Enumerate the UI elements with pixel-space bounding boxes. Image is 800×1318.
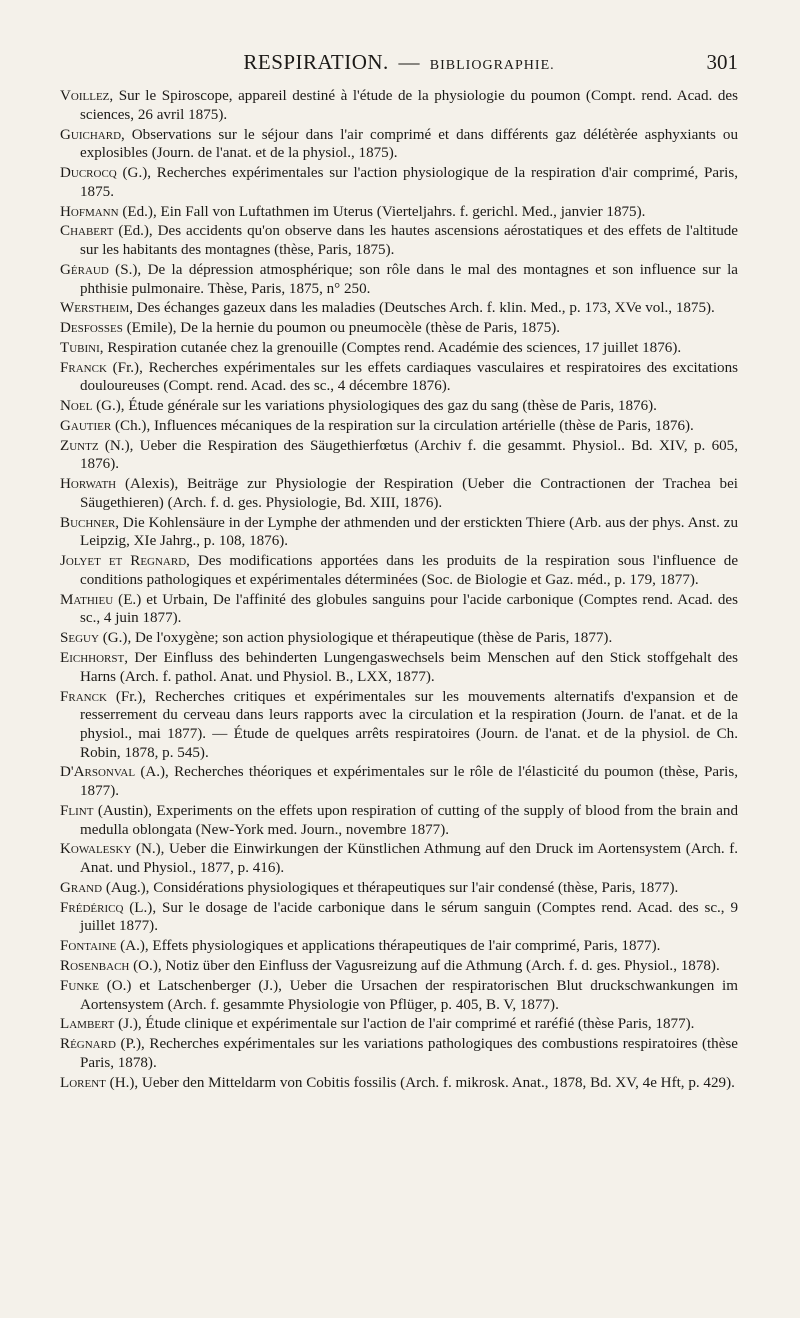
entry-text: (O.) et Latschenberger (J.), Ueber die Ursachen der respiratorischen Blut druckschwankungen im Aortensystem (Arch. f. gesammte Physiologie von Pflüger, p. 405, B. V, 1877). — [80, 977, 738, 1013]
entry-author: Tubini — [60, 339, 100, 356]
entry-author: Voillez — [60, 88, 110, 104]
bibliography-entry — [60, 87, 738, 124]
entry-text: (Alexis), Beiträge zur Physiologie der Respiration (Ueber die Contractionen der Trachea bei Säugethieren) (Arch. f. d. ges. Physiologie, Bd. XIII, 1876). — [80, 476, 738, 511]
bibliography-entry — [60, 840, 738, 877]
entry-author: Kowalesky — [60, 841, 132, 858]
bibliography-entry — [60, 977, 738, 1014]
entry-text: (Aug.), Considérations physiologiques et thérapeutiques sur l'air condensé (thèse, Paris, 1877). — [102, 879, 679, 896]
entry-text: (A.), Recherches théoriques et expérimentales sur le rôle de l'élasticité du poumon (thèse, Paris, 1877). — [80, 764, 738, 800]
entry-author: Franck — [60, 688, 107, 705]
entry-author: Werstheim — [60, 300, 130, 317]
entry-author: Chabert — [60, 223, 114, 240]
entry-text: (N.), Ueber die Einwirkungen der Künstlichen Athmung auf den Druck im Aortensystem (Arch. f. Anat. und Physiol., 1877, p. 416). — [80, 841, 738, 877]
bibliography-entry — [60, 514, 738, 551]
bibliography-entry — [60, 319, 738, 338]
entry-author: Grand — [60, 879, 103, 896]
entry-text: (G.), De l'oxygène; son action physiologique et thérapeutique (thèse de Paris, 1877). — [98, 630, 613, 647]
bibliography-entry — [60, 688, 738, 763]
entry-author: Gautier — [60, 417, 112, 434]
entry-text: , Die Kohlensäure in der Lymphe der athmenden und der erstickten Thiere (Arb. aus der phys. Anst. zu Leipzig, XIe Jahrg., p. 108, 1876). — [80, 514, 738, 550]
entry-text: , Des modifications apportées dans les produits de la respiration sous l'influence de conditions pathologiques et expérimentales déterminées (Soc. de Biologie et Gaz. méd., p. 179, 1877). — [80, 553, 739, 588]
bibliography-entry — [60, 629, 738, 648]
entry-text: , Des échanges gazeux dans les maladies (Deutsches Arch. f. klin. Med., p. 173, XVe vol., 1875). — [129, 300, 715, 317]
entry-author: Hofmann — [60, 203, 119, 220]
page-header — [60, 50, 738, 84]
entry-text: (G.), Recherches expérimentales sur l'action physiologique de la respiration d'air comprimé, Paris, 1875. — [80, 165, 738, 200]
entry-text: (A.), Effets physiologiques et applications thérapeutiques de l'air comprimé, Paris, 1877). — [116, 938, 661, 955]
entry-text: , Sur le Spiroscope, appareil destiné à l'étude de la physiologie du poumon (Compt. rend. Acad. des sciences, 26 avril 1875). — [80, 88, 738, 123]
entry-text: (Fr.), Recherches expérimentales sur les effets cardiaques vasculaires et respiratoires des excitations douloureuses (Compt. rend. Acad. des sc., 4 décembre 1876). — [80, 359, 738, 395]
entry-text: (Austin), Experiments on the effets upon respiration of cutting of the supply of blood from the brain and medulla oblongata (New-York med. Journ., novembre 1877). — [80, 802, 738, 838]
entry-text: , Observations sur le séjour dans l'air comprimé et dans différents gaz délétèrée asphyxiants ou explosibles (Journ. de l'anat. et de la physiol., 1875). — [80, 126, 738, 162]
bibliography-entry — [60, 763, 738, 800]
bibliography-entry — [60, 591, 738, 628]
entry-author: Guichard — [60, 126, 122, 143]
bibliography-entry — [60, 649, 738, 686]
running-title-main: RESPIRATION. — [243, 50, 389, 74]
bibliography-entry — [60, 397, 738, 416]
entry-text: (G.), Étude générale sur les variations physiologiques des gaz du sang (thèse de Paris, 1876). — [92, 398, 657, 415]
bibliography-entry — [60, 899, 738, 936]
entry-author: Desfosses — [60, 320, 123, 337]
page-number: 301 — [706, 50, 738, 74]
entry-author: Rosenbach — [60, 958, 130, 975]
bibliography-entry — [60, 359, 738, 396]
entry-text: (Ed.), Ein Fall von Luftathmen im Uterus (Vierteljahrs. f. gerichl. Med., janvier 1875). — [118, 203, 646, 220]
entry-author: Noel — [60, 398, 93, 415]
entry-author: Lorent — [60, 1074, 106, 1091]
entry-author: Zuntz — [60, 437, 99, 454]
bibliography-entry — [60, 164, 738, 201]
entry-author: Eichhorst — [60, 650, 125, 667]
entry-text: (J.), Étude clinique et expérimentale sur l'action de l'air comprimé et raréfié (thèse Paris, 1877). — [114, 1016, 695, 1033]
entry-author: Fontaine — [60, 938, 117, 955]
entry-text: (P.), Recherches expérimentales sur les variations pathologiques des combustions respiratoires (thèse Paris, 1878). — [80, 1036, 738, 1071]
entry-author: Jolyet et Regnard — [60, 553, 187, 570]
running-title-dash: — — [398, 50, 421, 74]
entry-author: Franck — [60, 359, 107, 376]
bibliography-entry — [60, 437, 738, 474]
running-title-subtitle: BIBLIOGRAPHIE. — [429, 58, 555, 73]
entry-author: Horwath — [60, 476, 117, 493]
bibliography-list — [60, 87, 738, 1093]
entry-author: Seguy — [60, 630, 99, 647]
entry-author: Ducrocq — [60, 165, 117, 181]
bibliography-entry — [60, 261, 738, 298]
entry-author: Lambert — [60, 1016, 115, 1033]
bibliography-entry — [60, 417, 738, 436]
entry-author: Flint — [60, 802, 94, 819]
entry-text: , Der Einfluss des behinderten Lungengaswechsels beim Menschen auf den Stick stoffgehalt des Harns (Arch. f. pathol. Anat. und Physiol. B., LXX, 1877). — [80, 650, 738, 685]
entry-author: Funke — [60, 977, 99, 994]
entry-text: (Ch.), Influences mécaniques de la respiration sur la circulation artérielle (thèse de Paris, 1876). — [111, 417, 694, 434]
bibliography-entry — [60, 1035, 738, 1072]
entry-text: , Respiration cutanée chez la grenouille (Comptes rend. Académie des sciences, 17 juillet 1876). — [99, 339, 682, 356]
bibliography-entry — [60, 802, 738, 839]
entry-text: (H.), Ueber den Mitteldarm von Cobitis fossilis (Arch. f. mikrosk. Anat., 1878, Bd. XV, 4e Hft, p. 429). — [105, 1074, 735, 1091]
entry-text: (S.), De la dépression atmosphérique; son rôle dans le mal des montagnes et son influence sur la phthisie pulmonaire. Thèse, Paris, 1875, n° 250. — [80, 261, 738, 297]
bibliography-entry — [60, 937, 738, 956]
entry-author: Mathieu — [60, 591, 114, 608]
bibliography-entry — [60, 1074, 738, 1093]
bibliography-entry — [60, 1015, 738, 1034]
bibliography-entry — [60, 339, 738, 358]
entry-author: Régnard — [60, 1036, 116, 1053]
bibliography-entry — [60, 126, 738, 163]
entry-text: (Ed.), Des accidents qu'on observe dans les hautes ascensions aérostatiques et des effets de l'altitude sur les habitants des montagnes (thèse, Paris, 1875). — [80, 223, 738, 258]
bibliography-entry — [60, 879, 738, 898]
entry-text: (N.), Ueber die Respiration des Säugethierfœtus (Archiv f. die gesammt. Physiol.. Bd. XIV, p. 605, 1876). — [80, 437, 738, 473]
entry-author: Géraud — [60, 261, 109, 278]
bibliography-entry — [60, 475, 738, 512]
entry-author: D'Arsonval — [60, 764, 136, 781]
bibliography-entry — [60, 222, 738, 259]
entry-text: (Emile), De la hernie du poumon ou pneumocèle (thèse de Paris, 1875). — [122, 320, 561, 337]
entry-author: Frédéricq — [60, 899, 124, 916]
entry-author: Buchner — [60, 514, 116, 531]
bibliography-entry — [60, 299, 738, 318]
bibliography-entry — [60, 552, 738, 589]
bibliography-entry — [60, 957, 738, 976]
running-title — [60, 50, 738, 75]
entry-text: (L.), Sur le dosage de l'acide carbonique dans le sérum sanguin (Comptes rend. Acad. des sc., 9 juillet 1877). — [80, 899, 738, 935]
bibliography-entry — [60, 203, 738, 222]
entry-text: (O.), Notiz über den Einfluss der Vagusreizung auf die Athmung (Arch. f. d. ges. Physiol., 1878). — [129, 958, 720, 975]
entry-text: (Fr.), Recherches critiques et expérimentales sur les mouvements alternatifs d'expansion et de resserrement du cerveau dans leurs rapports avec la circulation et la respiration (Journ. de l'anat. et de la physiol., mai 1877). — Étude de quelques arrêts respiratoires (Journ. de l'anat. et de la physiol. de Ch. Robin, 1878, p. 545). — [80, 688, 738, 761]
entry-text: (E.) et Urbain, De l'affinité des globules sanguins pour l'acide carbonique (Comptes rend. Acad. des sc., 4 juin 1877). — [80, 591, 738, 627]
